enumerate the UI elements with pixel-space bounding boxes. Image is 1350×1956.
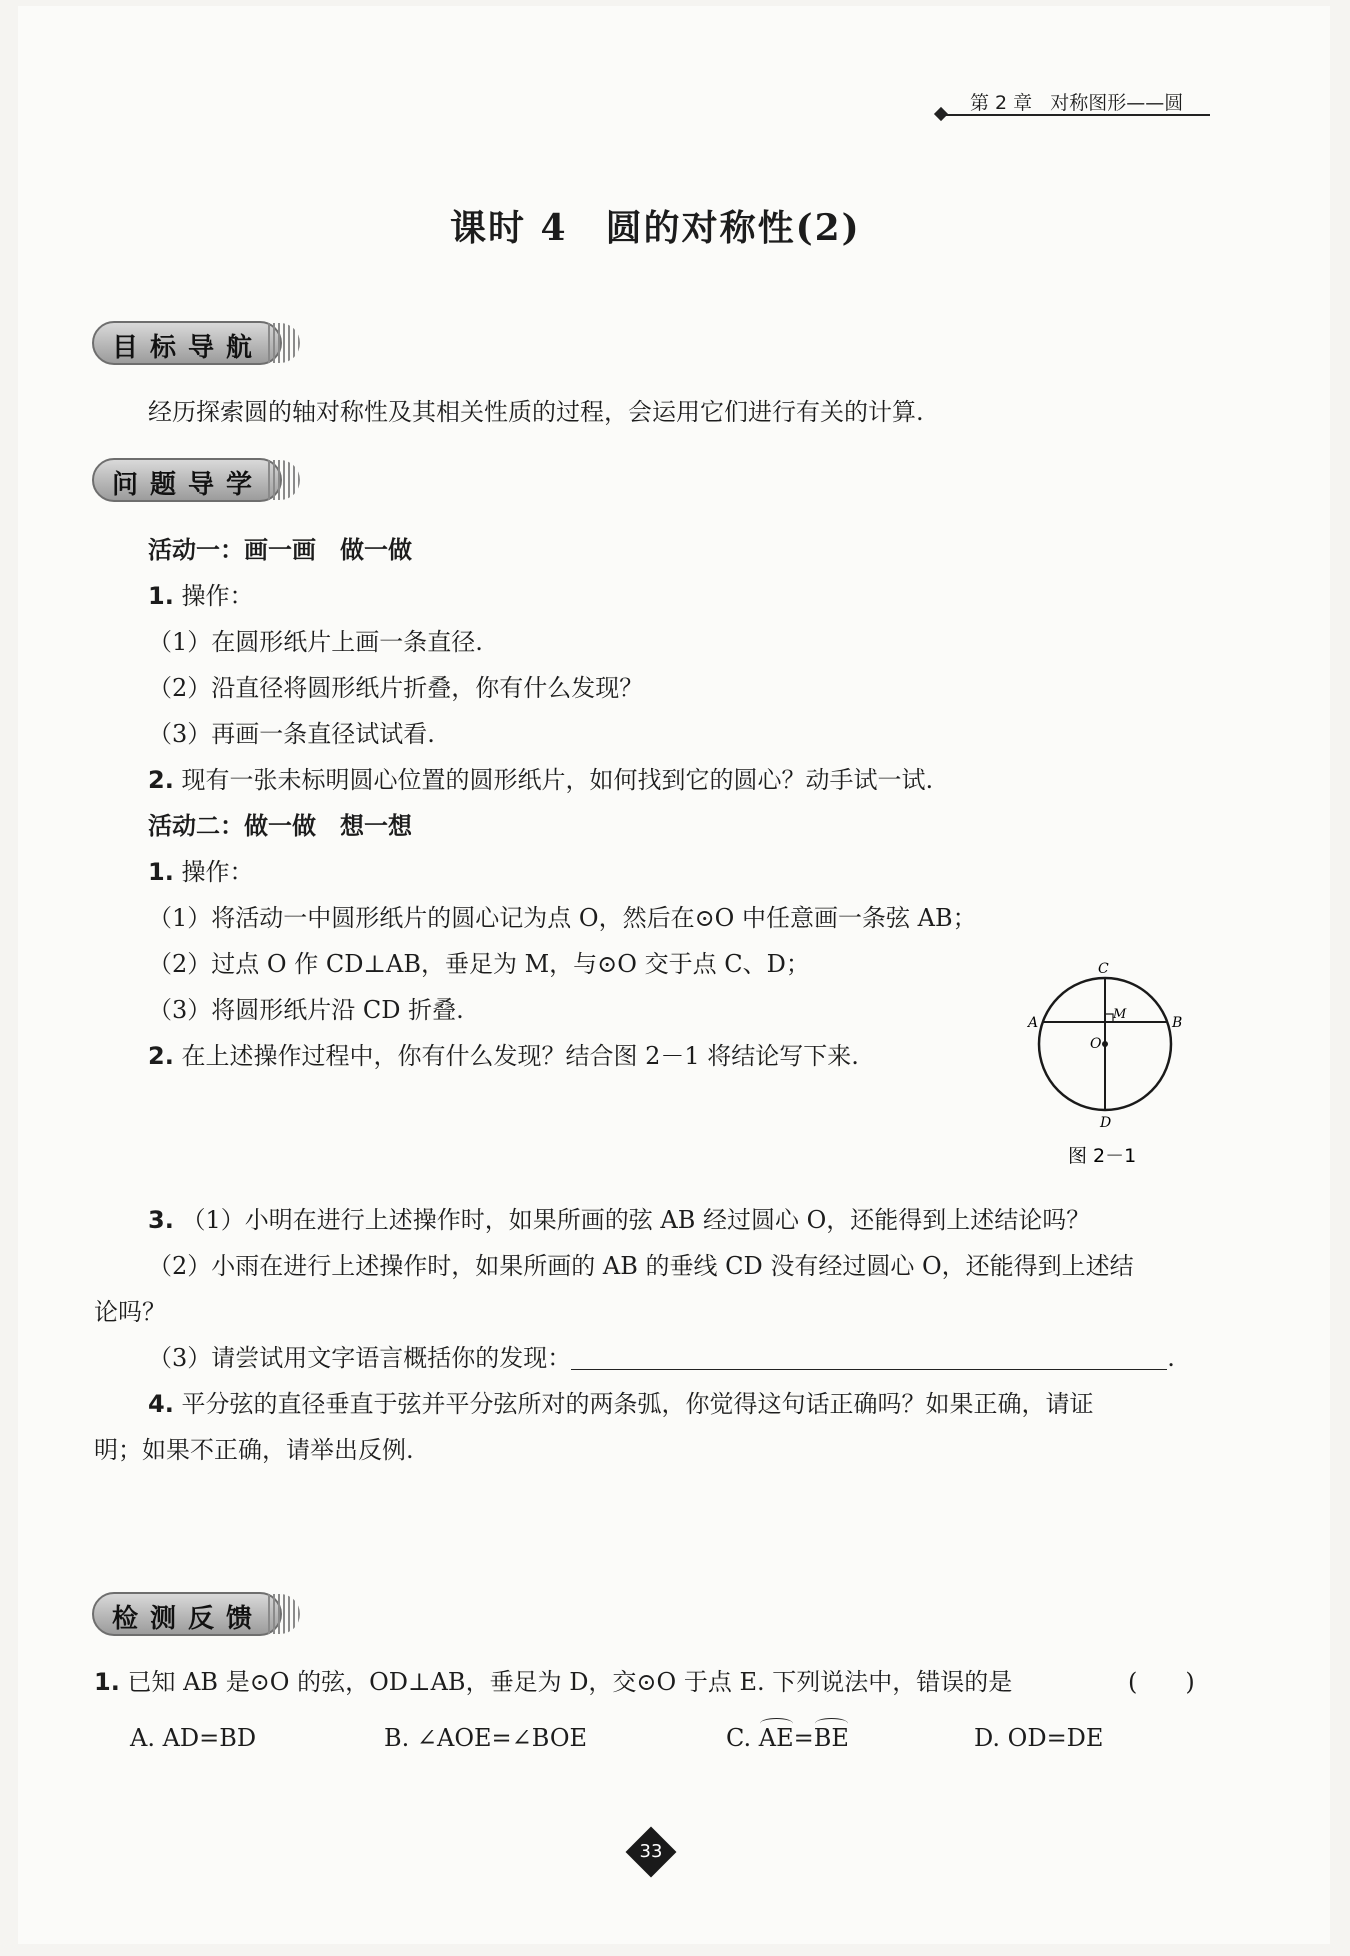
section-feedback-label: 检测反馈 xyxy=(112,1604,265,1634)
option-c-equals: = xyxy=(793,1724,814,1752)
section-badge-stripes xyxy=(268,460,300,500)
activity1-q1 xyxy=(148,584,253,608)
activity1-step2: （2）沿直径将圆形纸片折叠，你有什么发现？ xyxy=(148,674,644,702)
section-badge-stripes xyxy=(268,1594,300,1634)
activity2-q3-number: 3. xyxy=(148,1206,174,1234)
feedback-q1-number: 1. xyxy=(94,1668,120,1696)
option-c-arc-ae: AE xyxy=(758,1724,794,1752)
figure-label-b: B xyxy=(1172,1015,1183,1031)
option-d[interactable]: D. OD=DE xyxy=(974,1724,1104,1752)
feedback-q1 xyxy=(94,1670,1012,1694)
figure-2-1 xyxy=(1010,940,1190,1170)
activity2-q4-number: 4. xyxy=(148,1390,174,1418)
activity1-q2 xyxy=(148,768,933,792)
activity2-q3-text2a: （2）小雨在进行上述操作时，如果所画的 AB 的垂线 CD 没有经过圆心 O，还能得到上述结 xyxy=(148,1252,1134,1280)
figure-label-o: O xyxy=(1090,1036,1102,1052)
option-c-arc-be: BE xyxy=(813,1724,849,1752)
section-guided xyxy=(92,458,302,504)
figure-label-a: A xyxy=(1028,1015,1039,1031)
header-topic: 对称图形——圆 xyxy=(1050,92,1184,114)
activity2-q1-label: 操作： xyxy=(181,858,254,886)
header-chapter: 第 2 章 xyxy=(970,92,1033,114)
answer-bracket[interactable]: ( ) xyxy=(1128,1668,1195,1696)
activity2-title: 活动二：做一做 想一想 xyxy=(148,812,412,840)
activity2-q1-number: 1. xyxy=(148,858,174,886)
activity2-q3-line1 xyxy=(148,1208,1090,1232)
activity1-step3: （3）再画一条直径试试看. xyxy=(148,720,435,748)
activity2-q4-text-a: 平分弦的直径垂直于弦并平分弦所对的两条弧，你觉得这句话正确吗？如果正确，请证 xyxy=(181,1390,1094,1418)
running-header xyxy=(970,88,1183,118)
activity1-q2-number: 2. xyxy=(148,766,174,794)
page-number: 33 xyxy=(639,1841,663,1862)
activity1-title: 活动一：画一画 做一做 xyxy=(148,536,412,564)
option-c[interactable] xyxy=(726,1726,849,1750)
section-goals xyxy=(92,321,302,367)
activity1-q2-text: 现有一张未标明圆心位置的圆形纸片，如何找到它的圆心？动手试一试. xyxy=(181,766,934,794)
figure-center-dot xyxy=(1102,1041,1108,1047)
activity2-q2-text: 在上述操作过程中，你有什么发现？结合图 2－1 将结论写下来. xyxy=(181,1042,859,1070)
answer-blank[interactable] xyxy=(571,1347,1167,1370)
activity2-q2-number: 2. xyxy=(148,1042,174,1070)
activity1-q1-label: 操作： xyxy=(181,582,254,610)
option-a[interactable]: A. AD=BD xyxy=(130,1724,257,1752)
activity2-q3-text2b: 论吗？ xyxy=(94,1298,166,1326)
activity2-q4-line1 xyxy=(148,1392,1093,1416)
option-c-prefix: C. xyxy=(726,1724,759,1752)
activity2-q2 xyxy=(148,1044,859,1068)
figure-label-m: M xyxy=(1113,1007,1127,1022)
section-guided-label: 问题导学 xyxy=(112,470,265,500)
page-number-badge xyxy=(629,1830,673,1874)
figure-label-c: C xyxy=(1098,961,1109,977)
figure-label-d: D xyxy=(1100,1115,1112,1131)
figure-caption: 图 2－1 xyxy=(1068,1145,1137,1167)
activity2-step2: （2）过点 O 作 CD⊥AB，垂足为 M，与⊙O 交于点 C、D； xyxy=(148,950,810,978)
activity2-q1 xyxy=(148,860,253,884)
activity2-q4-text-b: 明；如果不正确，请举出反例. xyxy=(94,1436,414,1464)
activity1-step1: （1）在圆形纸片上画一条直径. xyxy=(148,628,483,656)
activity1-q1-number: 1. xyxy=(148,582,174,610)
figure-right-angle-mark xyxy=(1105,1014,1113,1022)
activity2-q3-text1: （1）小明在进行上述操作时，如果所画的弦 AB 经过圆心 O，还能得到上述结论吗？ xyxy=(181,1206,1091,1234)
feedback-q1-text: 已知 AB 是⊙O 的弦，OD⊥AB，垂足为 D，交⊙O 于点 E. 下列说法中，错误的是 xyxy=(127,1668,1013,1696)
activity2-q3-text3: （3）请尝试用文字语言概括你的发现： xyxy=(148,1344,572,1372)
activity2-q3-line3 xyxy=(148,1346,1175,1370)
goal-text: 经历探索圆的轴对称性及其相关性质的过程，会运用它们进行有关的计算. xyxy=(148,398,924,426)
option-b[interactable]: B. ∠AOE=∠BOE xyxy=(384,1724,588,1752)
page-title: 课时 4 圆的对称性(2) xyxy=(450,207,861,249)
activity2-step1: （1）将活动一中圆形纸片的圆心记为点 O，然后在⊙O 中任意画一条弦 AB； xyxy=(148,904,977,932)
activity2-step3: （3）将圆形纸片沿 CD 折叠. xyxy=(148,996,464,1024)
section-badge-stripes xyxy=(268,323,300,363)
section-goals-label: 目标导航 xyxy=(112,333,265,363)
activity2-q3-end: . xyxy=(1167,1344,1175,1372)
section-feedback xyxy=(92,1592,302,1638)
